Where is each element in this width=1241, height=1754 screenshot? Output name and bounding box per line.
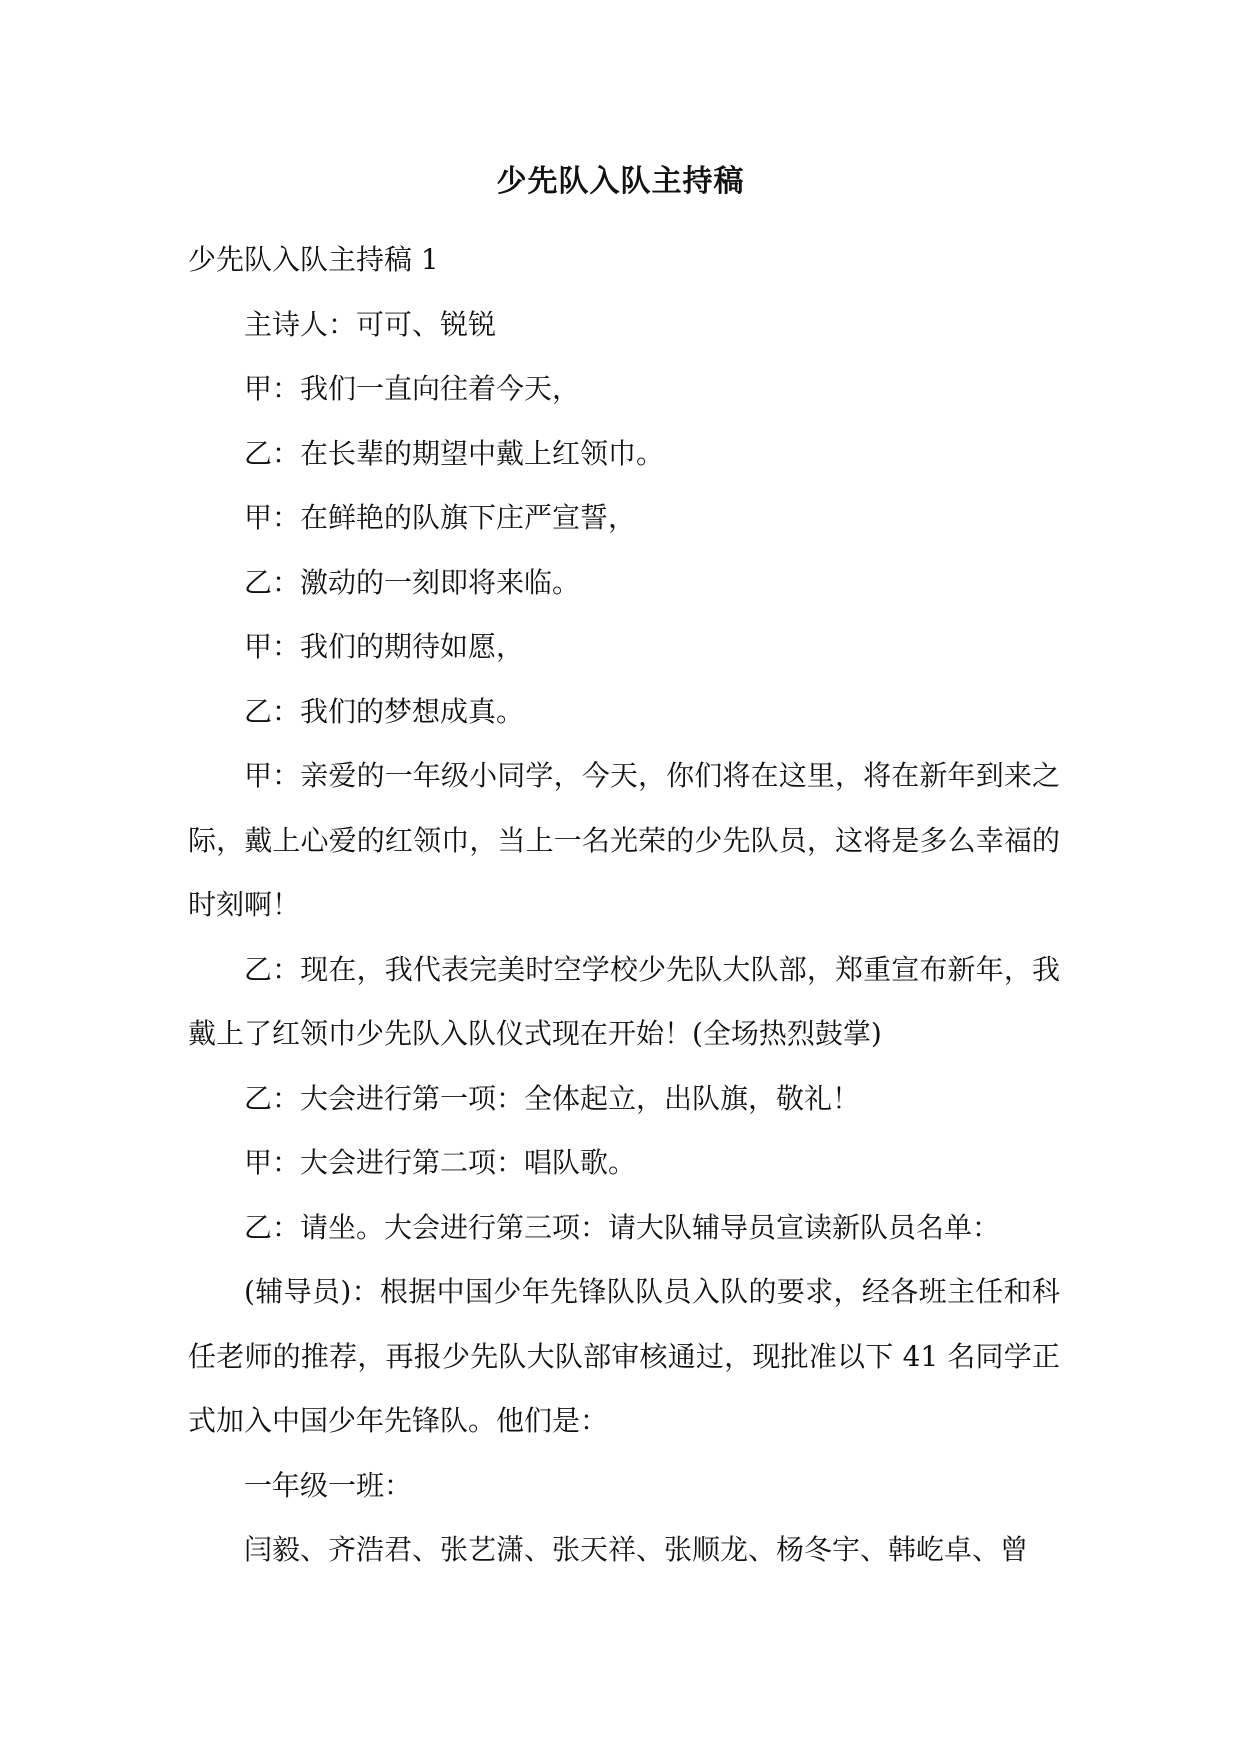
- paragraph-line: 甲：我们一直向往着今天，: [244, 372, 581, 405]
- document-title: 少先队入队主持稿: [496, 164, 745, 199]
- paragraph-class-label: 一年级一班：: [244, 1468, 413, 1502]
- paragraph-line: 乙：激动的一刻即将来临。: [244, 565, 581, 599]
- paragraph-line: 甲：大会进行第二项：唱队歌。: [244, 1146, 637, 1179]
- section-heading: 少先队入队主持稿 1: [188, 243, 439, 276]
- paragraph-line: 乙：请坐。大会进行第三项：请大队辅导员宣读新队员名单：: [244, 1210, 1001, 1244]
- document-body: [188, 228, 1060, 1583]
- paragraph-counselor: (辅导员)：根据中国少年先锋队队员入队的要求，经各班主任和科任老师的推荐，再报少先队大队部审核通过，现批准以下 41 名同学正式加入中国少年先锋队。他们是：: [188, 1275, 1060, 1437]
- paragraph-line: 乙：在长辈的期望中戴上红领巾。: [244, 436, 665, 470]
- paragraph-line: 甲：亲爱的一年级小同学，今天，你们将在这里，将在新年到来之际，戴上心爱的红领巾，当上一名光荣的少先队员，这将是多么幸福的时刻啊！: [188, 759, 1060, 921]
- paragraph-line: 甲：在鲜艳的队旗下庄严宣誓，: [244, 501, 637, 534]
- paragraph-hosts: 主诗人：可可、锐锐: [244, 307, 497, 341]
- paragraph-line: 乙：我们的梦想成真。: [244, 694, 525, 728]
- paragraph-line: 甲：我们的期待如愿，: [244, 630, 525, 663]
- paragraph-name-list: 闫毅、齐浩君、张艺潇、张天祥、张顺龙、杨冬宇、韩屹卓、曾: [244, 1533, 1029, 1566]
- paragraph-line: 乙：大会进行第一项：全体起立，出队旗，敬礼！: [244, 1081, 861, 1115]
- paragraph-line: 乙：现在，我代表完美时空学校少先队大队部，郑重宣布新年，我戴上了红领巾少先队入队仪式现在开始！(全场热烈鼓掌): [188, 952, 1060, 1050]
